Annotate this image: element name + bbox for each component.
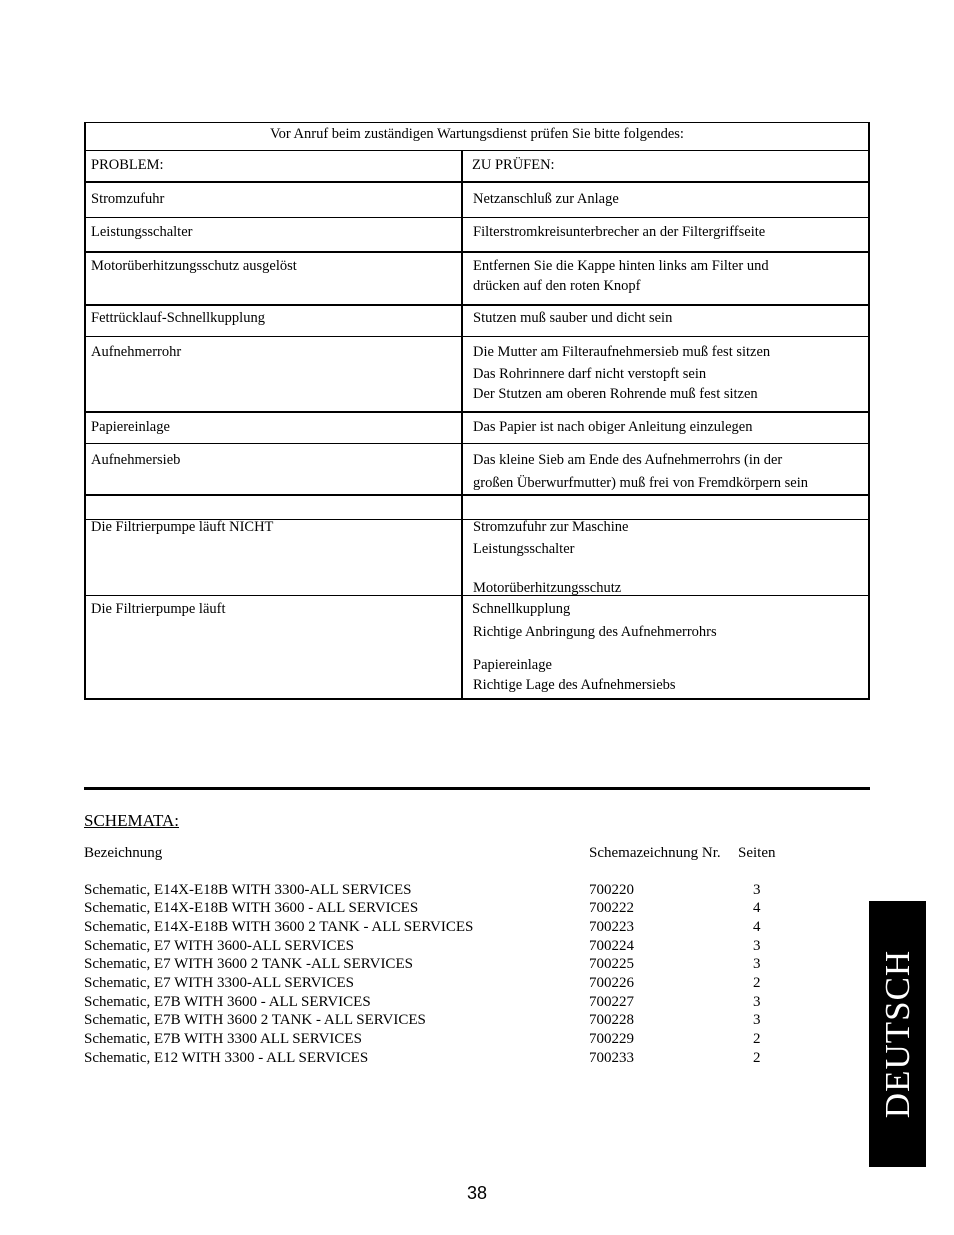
schematic-pages: 3 <box>753 994 761 1010</box>
list-item <box>84 918 784 937</box>
row-divider <box>84 411 870 413</box>
problem-cell: Aufnehmersieb <box>91 452 181 468</box>
schematic-pages: 2 <box>753 975 761 991</box>
check-cell: Richtige Anbringung des Aufnehmerrohrs <box>473 624 717 640</box>
list-item <box>84 1049 784 1068</box>
section-divider <box>84 787 870 790</box>
check-cell: großen Überwurfmutter) muß frei von Fremdkörpern sein <box>473 475 809 491</box>
language-label: DEUTSCH <box>877 949 917 1119</box>
page-number: 38 <box>466 1183 488 1203</box>
table-header-text: Vor Anruf beim zuständigen Wartungsdienst prüfen Sie bitte folgendes: <box>270 126 684 142</box>
schematic-number: 700225 <box>589 956 634 972</box>
schemata-title: SCHEMATA: <box>84 811 179 830</box>
schemata-col-pages: Seiten <box>738 845 776 861</box>
table-border-top <box>84 122 870 123</box>
row-divider <box>84 304 870 306</box>
row-divider <box>84 336 870 337</box>
row-divider <box>84 494 870 496</box>
check-cell: Schnellkupplung <box>472 601 571 617</box>
check-cell: Das kleine Sieb am Ende des Aufnehmerrohrs (in der <box>473 452 783 468</box>
row-divider <box>84 150 870 151</box>
row-divider <box>84 251 870 253</box>
table-border-bottom <box>84 698 870 700</box>
row-divider <box>84 217 870 218</box>
check-cell: Stutzen muß sauber und dicht sein <box>473 310 673 326</box>
list-item <box>84 955 784 974</box>
schematic-name: Schematic, E14X-E18B WITH 3300-ALL SERVICES <box>84 882 412 898</box>
problem-cell: Fettrücklauf-Schnellkupplung <box>91 310 265 326</box>
schematic-number: 700229 <box>589 1031 634 1047</box>
language-sidebar-tab <box>869 901 926 1167</box>
schematic-name: Schematic, E14X-E18B WITH 3600 2 TANK - ALL SERVICES <box>84 919 474 935</box>
schematic-name: Schematic, E7B WITH 3300 ALL SERVICES <box>84 1031 362 1047</box>
column-header-check: ZU PRÜFEN: <box>472 157 555 173</box>
schematic-number: 700226 <box>589 975 634 991</box>
schematic-number: 700220 <box>589 882 634 898</box>
column-header-problem: PROBLEM: <box>91 157 164 173</box>
problem-cell: Motorüberhitzungsschutz ausgelöst <box>91 258 297 274</box>
schemata-col-number: Schemazeichnung Nr. <box>589 845 721 861</box>
problem-cell: Papiereinlage <box>91 419 170 435</box>
schematic-number: 700224 <box>589 938 634 954</box>
table-column-divider <box>461 150 463 700</box>
list-item <box>84 993 784 1012</box>
schematic-name: Schematic, E7B WITH 3600 2 TANK - ALL SERVICES <box>84 1012 426 1028</box>
problem-cell: Die Filtrierpumpe läuft NICHT <box>91 519 274 535</box>
list-item <box>84 899 784 918</box>
schematic-number: 700233 <box>589 1050 634 1066</box>
check-cell: Richtige Lage des Aufnehmersiebs <box>473 677 676 693</box>
schematic-number: 700223 <box>589 919 634 935</box>
schematic-name: Schematic, E7B WITH 3600 - ALL SERVICES <box>84 994 371 1010</box>
check-cell: Leistungsschalter <box>473 541 575 557</box>
problem-cell: Leistungsschalter <box>91 224 193 240</box>
schematic-number: 700222 <box>589 900 634 916</box>
check-cell: Motorüberhitzungsschutz <box>473 580 622 596</box>
check-cell: Das Papier ist nach obiger Anleitung einzulegen <box>473 419 753 435</box>
check-cell: drücken auf den roten Knopf <box>473 278 641 294</box>
schematic-name: Schematic, E7 WITH 3600 2 TANK -ALL SERVICES <box>84 956 413 972</box>
schematic-number: 700227 <box>589 994 634 1010</box>
problem-cell: Aufnehmerrohr <box>91 344 182 360</box>
list-item <box>84 974 784 993</box>
row-divider <box>84 181 870 183</box>
schemata-col-name: Bezeichnung <box>84 845 163 861</box>
check-cell: Der Stutzen am oberen Rohrende muß fest sitzen <box>473 386 758 402</box>
schematic-pages: 3 <box>753 1012 761 1028</box>
schematic-pages: 3 <box>753 938 761 954</box>
schematic-pages: 4 <box>753 919 761 935</box>
schematic-name: Schematic, E14X-E18B WITH 3600 - ALL SERVICES <box>84 900 419 916</box>
schematic-pages: 2 <box>753 1050 761 1066</box>
schematic-name: Schematic, E7 WITH 3300-ALL SERVICES <box>84 975 355 991</box>
schematic-pages: 4 <box>753 900 761 916</box>
list-item <box>84 937 784 956</box>
check-cell: Netzanschluß zur Anlage <box>473 191 619 207</box>
problem-cell: Die Filtrierpumpe läuft <box>91 601 226 617</box>
list-item <box>84 1030 784 1049</box>
schematic-pages: 3 <box>753 956 761 972</box>
check-cell: Stromzufuhr zur Maschine <box>473 519 629 535</box>
check-cell: Die Mutter am Filteraufnehmersieb muß fest sitzen <box>473 344 771 360</box>
check-cell: Das Rohrinnere darf nicht verstopft sein <box>473 366 707 382</box>
schematic-name: Schematic, E12 WITH 3300 - ALL SERVICES <box>84 1050 369 1066</box>
schematic-name: Schematic, E7 WITH 3600-ALL SERVICES <box>84 938 355 954</box>
list-item <box>84 881 784 900</box>
schematic-pages: 2 <box>753 1031 761 1047</box>
problem-cell: Stromzufuhr <box>91 191 165 207</box>
list-item <box>84 1011 784 1030</box>
schematic-number: 700228 <box>589 1012 634 1028</box>
check-cell: Filterstromkreisunterbrecher an der Filtergriffseite <box>473 224 766 240</box>
row-divider <box>84 443 870 444</box>
schematic-pages: 3 <box>753 882 761 898</box>
check-cell: Papiereinlage <box>473 657 552 673</box>
check-cell: Entfernen Sie die Kappe hinten links am Filter und <box>473 258 769 274</box>
